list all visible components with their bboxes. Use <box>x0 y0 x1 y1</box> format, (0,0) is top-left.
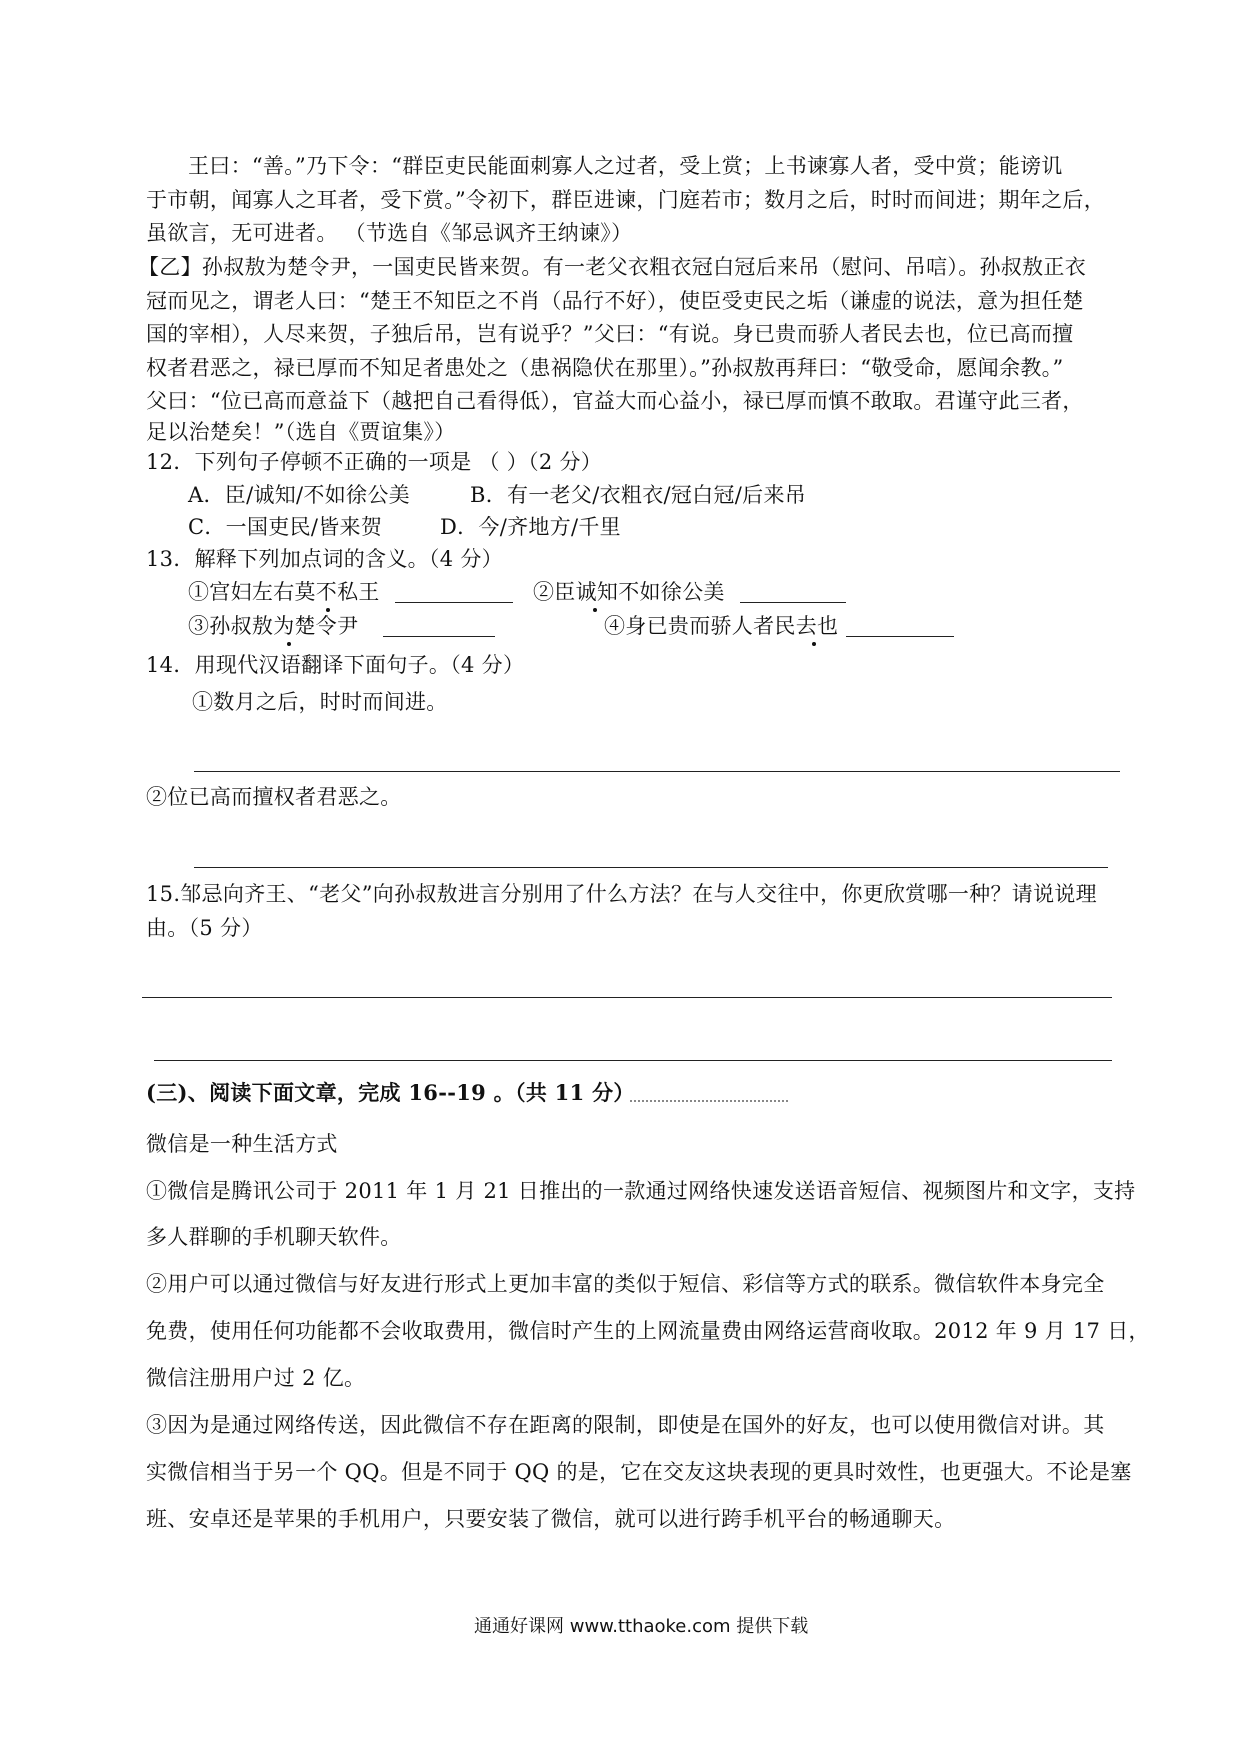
answer-line-15-1[interactable] <box>142 997 1112 998</box>
question-15-line-2: 由。（5 分） <box>146 916 263 940</box>
passage-jia-line-3: 虽欲言，无可进者。 （节选自《邹忌讽齐王纳谏》） <box>146 221 633 245</box>
article-paragraph-3-line-2: 实微信相当于另一个 QQ。但是不同于 QQ 的是，它在交友这块表现的更具时效性，也更强大。不论是塞 <box>146 1460 1132 1484</box>
emphasis-dot <box>593 608 597 612</box>
question-13-stem: 13．解释下列加点词的含义。（4 分） <box>146 547 503 571</box>
answer-line-14-2[interactable] <box>194 867 1108 868</box>
article-paragraph-2-line-2: 免费，使用任何功能都不会收取费用，微信时产生的上网流量费由网络运营商收取。2012 年 9 月 17 日， <box>146 1319 1150 1343</box>
article-paragraph-3-line-1: ③因为是通过网络传送，因此微信不存在距离的限制，即使是在国外的好友，也可以使用微信对讲。其 <box>146 1413 1105 1437</box>
answer-blank-13-3[interactable] <box>383 614 495 637</box>
emphasis-dot <box>812 642 816 646</box>
question-14-stem: 14．用现代汉语翻译下面句子。（4 分） <box>146 653 525 677</box>
question-15-line-1: 15.邹忌向齐王、“老父”向孙叔敖进言分别用了什么方法？在与人交往中，你更欣赏哪一种？请说说理 <box>146 882 1097 906</box>
question-12-stem: 12．下列句子停顿不正确的一项是 （ ）（2 分） <box>146 450 603 474</box>
article-paragraph-2-line-1: ②用户可以通过微信与好友进行形式上更加丰富的类似于短信、彩信等方式的联系。微信软件本身完全 <box>146 1272 1105 1296</box>
question-14-sentence-1: ①数月之后，时时而间进。 <box>192 690 448 714</box>
question-14-sentence-2: ②位已高而擅权者君恶之。 <box>146 785 402 809</box>
article-paragraph-1-line-1: ①微信是腾讯公司于 2011 年 1 月 21 日推出的一款通过网络快速发送语音短信、视频图片和文字，支持 <box>146 1179 1136 1203</box>
page-footer: 通通好课网 www.tthaoke.com 提供下载 <box>474 1616 809 1637</box>
question-12-option-d: D．今/齐地方/千里 <box>440 515 621 539</box>
passage-yi-line-6: 足以治楚矣！”（选自《贾谊集》） <box>146 420 456 444</box>
dotted-leader <box>630 1100 788 1102</box>
article-paragraph-1-line-2: 多人群聊的手机聊天软件。 <box>146 1225 402 1249</box>
answer-blank-13-4[interactable] <box>846 614 954 637</box>
article-paragraph-3-line-3: 班、安卓还是苹果的手机用户，只要安装了微信，就可以进行跨手机平台的畅通聊天。 <box>146 1507 956 1531</box>
passage-yi-line-3: 国的宰相），人尽来贺，子独后吊，岂有说乎？”父曰：“有说。身已贵而骄人者民去也，位已高而擅 <box>146 322 1074 346</box>
passage-yi-line-4: 权者君恶之，禄已厚而不知足者患处之（患祸隐伏在那里）。”孙叔敖再拜曰：“敬受命，愿闻余教。” <box>146 356 1064 380</box>
question-12-option-c: C．一国吏民/皆来贺 <box>188 515 383 539</box>
section-3-heading: (三)、阅读下面文章，完成 16--19 。（共 11 分） <box>146 1080 635 1105</box>
emphasis-dot <box>287 642 291 646</box>
question-13-item-3: ③孙叔敖为楚令尹 <box>188 614 359 638</box>
answer-line-14-1[interactable] <box>194 771 1120 772</box>
passage-yi-line-2: 冠而见之，谓老人曰：“楚王不知臣之不肖（品行不好），使臣受吏民之垢（谦虚的说法，意为担任楚 <box>146 289 1084 313</box>
question-12-option-b: B．有一老父/衣粗衣/冠白冠/后来吊 <box>470 483 807 507</box>
question-12-option-a: A．臣/诚知/不如徐公美 <box>188 483 410 507</box>
answer-line-15-2[interactable] <box>154 1060 1112 1061</box>
passage-yi-line-1: 【乙】孙叔敖为楚令尹，一国吏民皆来贺。有一老父衣粗衣冠白冠后来吊（慰问、吊唁）。孙叔敖正衣 <box>138 255 1086 279</box>
article-title: 微信是一种生活方式 <box>146 1132 338 1156</box>
passage-yi-line-5: 父曰：“位已高而意益下（越把自己看得低），官益大而心益小，禄已厚而慎不敢取。君谨守此三者， <box>146 389 1084 413</box>
passage-jia-line-2: 于市朝，闻寡人之耳者，受下赏。”令初下，群臣进谏，门庭若市；数月之后，时时而间进；期年之后， <box>146 188 1106 212</box>
question-13-item-2: ②臣诚知不如徐公美 <box>533 580 725 604</box>
question-13-item-1: ①宫妇左右莫不私王 <box>188 580 380 604</box>
answer-blank-13-1[interactable] <box>395 580 513 603</box>
passage-jia-line-1: 王曰：“善。”乃下令：“群臣吏民能面刺寡人之过者，受上赏；上书谏寡人者，受中赏；能谤讥 <box>188 154 1063 178</box>
question-13-item-4: ④身已贵而骄人者民去也 <box>604 614 839 638</box>
answer-blank-13-2[interactable] <box>740 580 846 603</box>
article-paragraph-2-line-3: 微信注册用户过 2 亿。 <box>146 1366 366 1390</box>
